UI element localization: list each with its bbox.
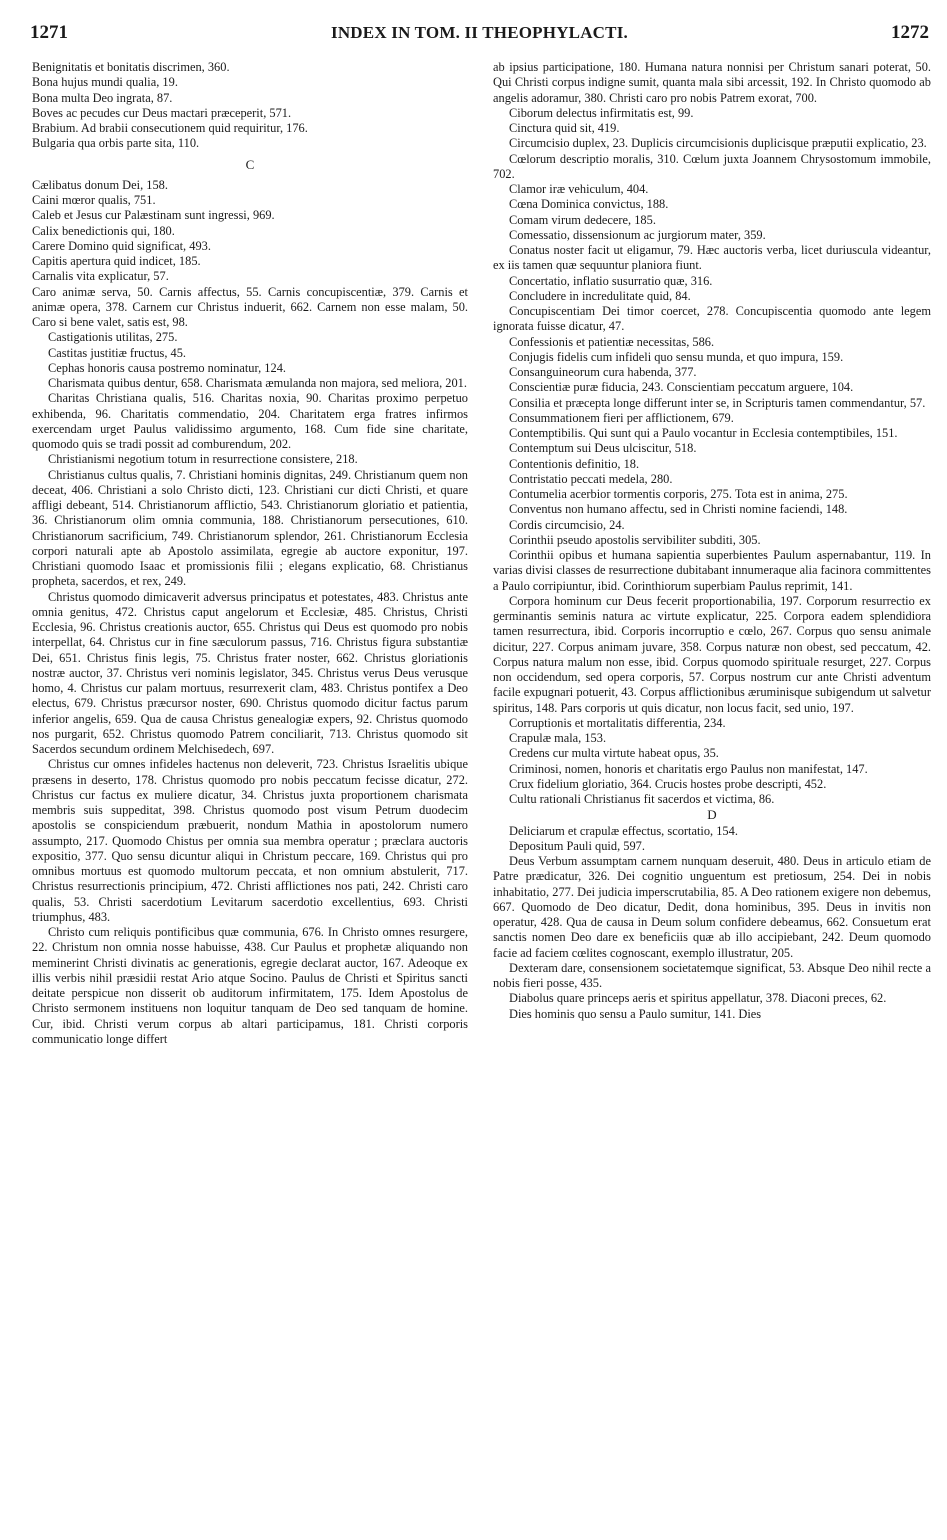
index-entry: Christo cum reliquis pontificibus quæ communia, 676. In Christo omnes resurgere, 22. Christum non omnia nosse habuisse, 438. Cur Paulus et prophetæ aliquando non meminerint Christi divinatis ac generationis, egregie declarat auctor, 167. Adeoque ex illis verbis nihil præsidii restat Ario atque Socino. Paulus de Christi et Spiritus sancti deitate perspicue non disserit ob auditorum infirmitatem, 175. Idem Apostolus de Christo sermonem instituens non loquitur tanquam de Deo sed tanquam de homine. Cur, ibid. Christi verum corpus ab altari participamus, 181. Christi corporis communicatio longe differt <box>32 925 468 1046</box>
index-entry: Confessionis et patientiæ necessitas, 586. <box>509 334 715 349</box>
index-entry: Christianismi negotium totum in resurrectione consistere, 218. <box>48 452 358 467</box>
index-entry: Christus quomodo dimicaverit adversus principatus et potestates, 483. Christus ante omnia genitus, 472. Christus caput angelorum et Ecclesiæ, 485. Christus, Christi Ecclesia, 96. Christus creationis auctor, 655. Christus qui Deus est quomodo pro nobis interpellat, 64. Christus cur in fine sæculorum passus, 716. Christus figura substantiæ Dei, 651. Christus finis legis, 75. Christus frater noster, 662. Christus gloriationis nostræ auctor, 37. Christus veri nominis legislator, 345. Christus verus Deus verusque homo, 4. Christus cur palam mortuus, resurrexerit clam, 483. Christus pontifex a Deo electus, 679. Christus præcursor noster, 690. Christus quomodo dicitur factus parum inferior angelis, 659. Qua de causa Christus genealogiæ expers, 92. Christus quomodo nos purgarit, 652. Christus quomodo Patrem conciliarit, 713. Christus quomodo sit Sacerdos secundum ordinem Melchisedech, 697. <box>32 589 468 756</box>
index-entry: Crux fidelium gloriatio, 364. Crucis hostes probe descripti, 452. <box>509 776 827 791</box>
index-entry: Comessatio, dissensionum ac jurgiorum mater, 359. <box>509 227 766 242</box>
index-entry: Concertatio, inflatio susurratio quæ, 316. <box>509 273 713 288</box>
index-entry: Contemptum sui Deus ulciscitur, 518. <box>509 441 697 456</box>
index-entry: Conjugis fidelis cum infideli quo sensu munda, et quo impura, 159. <box>509 349 844 364</box>
index-entry: Contumelia acerbior tormentis corporis, 275. Tota est in anima, 275. <box>509 487 848 501</box>
index-entry: Circumcisio duplex, 23. Duplicis circumcisionis duplicisque præputii explicatio, 23. <box>509 136 927 151</box>
index-entry: Christianus cultus qualis, 7. Christiani hominis dignitas, 249. Christianum quem non deceat, 406. Christiani a solo Christo dicti, 123. Christiani cur dicti Christi, et quare affligi debeant, 514. Christianorum afflictio, 543. Christianorum gloriatio et patientia, 36. Christianorum olim omnia communia, 188. Christianorum persecutiones, 610. Christianorum sacrificium, 749. Christianorum splendor, 261. Christianorum Ecclesia corpori naturali apte ab Apostolo assimilata, egregie ab auctore exponitur, 197. Christiani quomodo Isaac et promissionis filii ; elegans explicatio, 68. Christianus propheta, sacerdos, et rex, 249. <box>32 467 468 589</box>
index-entry: Dies hominis quo sensu a Paulo sumitur, 141. Dies <box>509 1006 762 1021</box>
index-entry: ab ipsius participatione, 180. Humana natura nonnisi per Christum sanari poterat, 50. Qui Christi corpus indigne sumit, quanta mala sibi arcessit, 192. In Christo quomodo ab angelis adoramur, 380. Christi caro pro nobis Patrem exorat, 700. <box>493 60 931 105</box>
running-title: INDEX IN TOM. II THEOPHYLACTI. <box>331 23 628 42</box>
index-entry: Conventus non humano affectu, sed in Christi nomine faciendi, 148. <box>509 502 848 517</box>
index-entry: Capitis apertura quid indicet, 185. <box>32 254 201 268</box>
index-entry: Corruptionis et mortalitatis differentia, 234. <box>509 715 726 730</box>
index-entry: Concupiscentiam Dei timor coercet, 278. Concupiscentia quomodo ante legem ignorata fuisse dicatur, 47. <box>493 304 931 334</box>
index-entry: Cordis circumcisio, 24. <box>509 517 625 532</box>
index-entry: Contentionis definitio, 18. <box>509 456 640 471</box>
index-entry: Benignitatis et bonitatis discrimen, 360. <box>32 60 230 74</box>
index-entry: Cultu rationali Christianus fit sacerdos et victima, 86. <box>509 792 775 806</box>
index-entry: Corinthii opibus et humana sapientia superbientes Paulum aspernabantur, 119. In varias divisi classes de resurrectione dubitabant innumeraque alia facinora committentes a Paulo corripiuntur, ibid. Corinthiorum superbiam Paulus reprimit, 141. <box>493 548 931 593</box>
index-entry: Clamor iræ vehiculum, 404. <box>509 182 649 196</box>
index-entry: Depositum Pauli quid, 597. <box>509 838 645 853</box>
index-entry: Consanguineorum cura habenda, 377. <box>509 365 697 379</box>
index-entry: Caini mœror qualis, 751. <box>32 193 156 207</box>
index-entry: Bulgaria qua orbis parte sita, 110. <box>32 136 200 151</box>
index-entry: Deliciarum et crapulæ effectus, scortatio, 154. <box>509 823 738 838</box>
section-letter: C <box>245 156 255 172</box>
index-entry: Corinthii pseudo apostolis servibiliter subditi, 305. <box>509 532 761 547</box>
index-entry: Charitas Christiana qualis, 516. Charitas noxia, 90. Charitas proximo perpetuo exhibenda, 96. Charitatis commendatio, 204. Charitatem erga fratres infirmos exercendam urget Paulus validissimo argumento, 168. Cum fide sine charitate, quomodo quis se tradi possit ad comburendum, 202. <box>32 391 468 451</box>
index-entry: Caleb et Jesus cur Palæstinam sunt ingressi, 969. <box>32 208 275 223</box>
index-entry: Caro animæ serva, 50. Carnis affectus, 55. Carnis concupiscentiæ, 379. Carnis et animæ opera, 378. Carnem cur Christus induerit, 662. Carnem non esse malam, 50. Caro si bene valet, satis est, 98. <box>32 284 468 329</box>
index-entry: Cœlorum descriptio moralis, 310. Cœlum juxta Joannem Chrysostomum immobile, 702. <box>493 151 931 181</box>
index-entry: Brabium. Ad brabii consecutionem quid requiritur, 176. <box>32 121 308 135</box>
index-entry: Cælibatus donum Dei, 158. <box>32 177 168 192</box>
index-entry: Deus Verbum assumptam carnem nunquam deseruit, 480. Deus in articulo etiam de Patre prædicatur, 326. Dei cognitio unguentum est pretiosum, 254. Dei in nobis inhabitatio, 277. Dei judicia imperscrutabilia, 85. A Deo rationem exigere non debemus, 667. Quomodo de Deo dicatur, Dedit, dona hominibus, 395. Deus in invitis non operatur, 428. Qua de causa in Deum solum confidere debeamus, 662. Consuetum erat sanctis nomen Deo dare ex beneficiis quæ ab illo accipiebant, 242. Deum quomodo facie ad faciem cœlites cognoscant, exemplo illustratur, 205. <box>493 854 931 960</box>
index-entry: Comam virum dedecere, 185. <box>509 212 656 227</box>
left-column <box>32 60 468 1047</box>
index-entry: Ciborum delectus infirmitatis est, 99. <box>509 105 694 120</box>
index-entry: Consilia et præcepta longe differunt inter se, in Scripturis tamen commendantur, 57. <box>509 395 926 410</box>
index-entry: Cœna Dominica convictus, 188. <box>509 197 669 212</box>
index-entry: Bona multa Deo ingrata, 87. <box>32 90 173 105</box>
index-entry: Carere Domino quid significat, 493. <box>32 238 211 253</box>
index-entry: Corpora hominum cur Deus fecerit proportionabilia, 197. Corporum resurrectio ex germinantis seminis natura ac virtute explicatur, 225. Corpora eadem splendidiora tamen resurrectura, ibid. Corporis incorruptio e cœlo, 267. Corpus quo sensu animale dicitur, 227. Corpus animam juvare, 358. Corpus naturæ non obest, sed peccatum, 42. Corpus natura malum non esse, ibid. Corpus quomodo spirituale resurget, 227. Corpus non occidendum, sed opera corporis, 57. Corpus nostrum cur ante Christi adventum facile expugnari potuerit, 43. Corpus afflictionibus æruminisque subigendum ut salvetur spiritus, 148. Pars corporis ut quis dicatur, non locus facit, sed unio, 197. <box>493 593 931 715</box>
page-number-left: 1271 <box>30 22 68 43</box>
index-entry: Carnalis vita explicatur, 57. <box>32 269 169 284</box>
index-entry: Consummationem fieri per afflictionem, 679. <box>509 410 734 425</box>
right-column <box>493 60 931 1022</box>
index-entry: Contemptibilis. Qui sunt qui a Paulo vocantur in Ecclesia contemptibiles, 151. <box>509 426 898 440</box>
index-entry: Bona hujus mundi qualia, 19. <box>32 75 178 90</box>
index-entry: Calix benedictionis qui, 180. <box>32 223 175 238</box>
index-entry: Crapulæ mala, 153. <box>509 731 607 745</box>
index-entry: Boves ac pecudes cur Deus mactari præceperit, 571. <box>32 105 292 120</box>
running-header <box>30 22 929 50</box>
index-entry: Castigationis utilitas, 275. <box>48 330 178 345</box>
index-entry: Dexteram dare, consensionem societatemque significat, 53. Absque Deo nihil recte a nobis fieri posse, 435. <box>493 960 931 990</box>
index-entry: Charismata quibus dentur, 658. Charismata æmulanda non majora, sed meliora, 201. <box>48 376 467 390</box>
page-number-right: 1272 <box>891 22 929 43</box>
index-entry: Diabolus quare princeps aeris et spiritus appellatur, 378. Diaconi preces, 62. <box>509 991 887 1006</box>
index-entry: Cephas honoris causa postremo nominatur, 124. <box>48 360 286 375</box>
index-entry: Concludere in incredulitate quid, 84. <box>509 288 691 303</box>
index-entry: Castitas justitiæ fructus, 45. <box>48 345 187 360</box>
index-entry: Credens cur multa virtute habeat opus, 35. <box>509 746 719 761</box>
index-entry: Criminosi, nomen, honoris et charitatis ergo Paulus non manifestat, 147. <box>509 761 868 776</box>
index-entry: Cinctura quid sit, 419. <box>509 121 620 135</box>
index-entry: Conatus noster facit ut eligamur, 79. Hæc auctoris verba, licet duriuscula videantur, ex iis tamen quæ sequuntur planiora fiunt. <box>493 243 931 273</box>
section-letter: D <box>707 807 717 823</box>
index-entry: Contristatio peccati medela, 280. <box>509 471 673 486</box>
index-entry: Conscientiæ puræ fiducia, 243. Conscientiam peccatum arguere, 104. <box>509 380 854 395</box>
index-entry: Christus cur omnes infideles hactenus non deleverit, 723. Christus Israelitis ubique præsens in deserto, 178. Christus quomodo pro nobis peccatum fecisse dicatur, 272. Christus cur factus ex muliere dicatur, 34. Christus juxta proportionem charismata membris suis suppeditat, 398. Christus quomodo post visum Petrum duodecim apostolis se conspiciendum præbuerit, nondum Mathia in apostolorum numero assumpto, 217. Quomodo Chistus per omnia sua membra operatur ; præclara auctoris expositio, 377. Quo sensu dicuntur aliqui in Christum peccare, 169. Christus qui pro omnibus mortuus est quomodo multorum peccata, et non omnium abstulerit, 717. Christus resurrectionis principium, 472. Christi afflictiones nos pati, 242. Christi caro qualis, 53. Christi sacerdotium Levitarum sacerdotio excellentius, 693. Christi triumphus, 483. <box>32 757 468 924</box>
